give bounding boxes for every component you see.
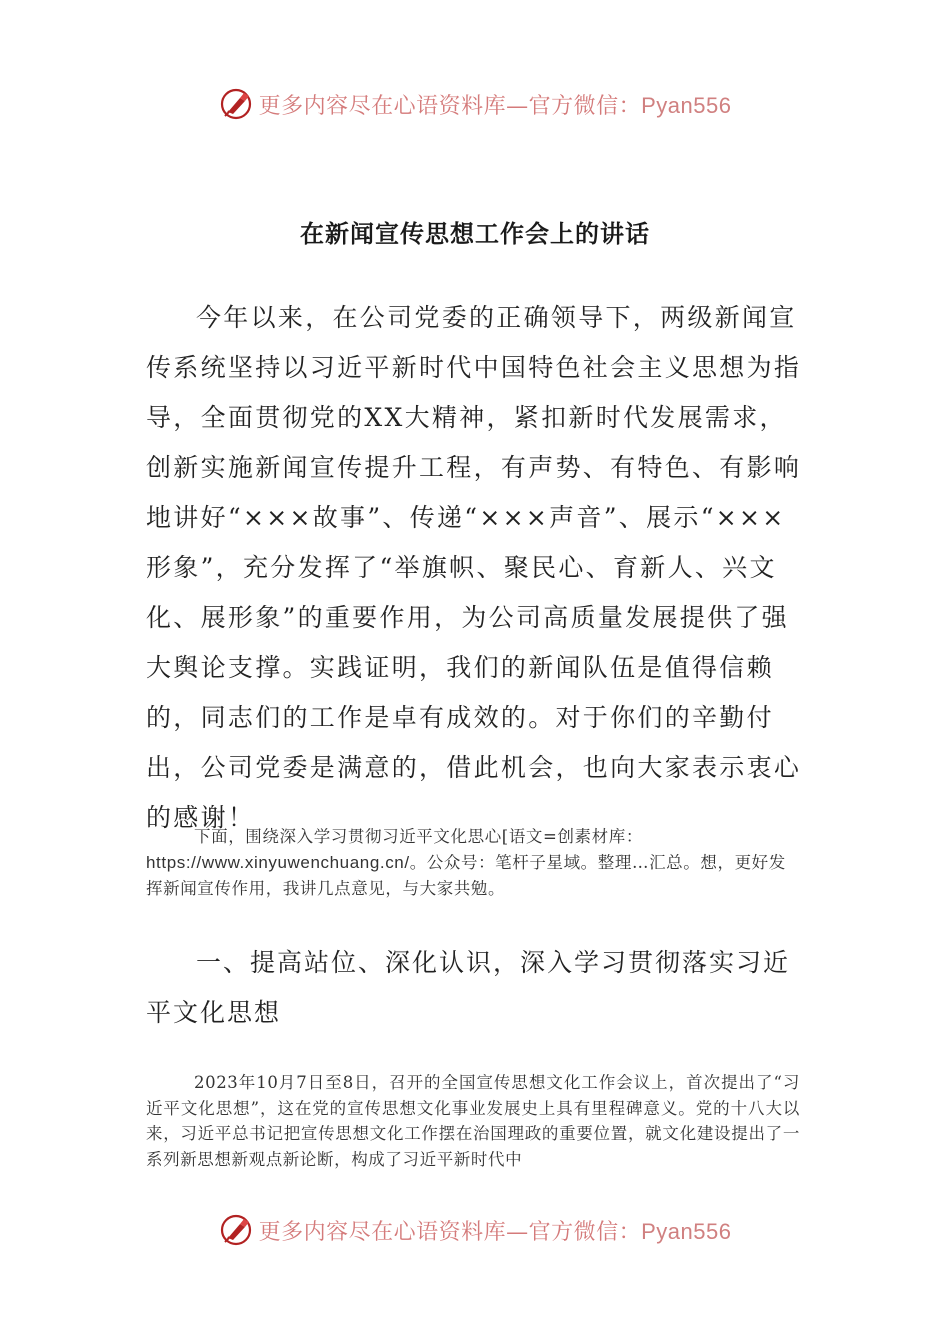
paragraph-2-text-b: 。公众号：笔杆子星域。整理…汇总。想，更好发挥新闻宣传作用，我讲几点意见，与大家共勉。 — [146, 853, 786, 898]
footer-site-text: 更多内容尽在心语资料库—官方微信： — [258, 1219, 642, 1245]
banner-text — [259, 89, 732, 120]
source-url-link[interactable]: https://www.xinyuwenchuang.cn/ — [146, 853, 410, 872]
footer-banner-text — [259, 1215, 732, 1246]
paragraph-2 — [146, 824, 798, 902]
paragraph-1: 今年以来，在公司党委的正确领导下，两级新闻宣传系统坚持以习近平新时代中国特色社会主义思想为指导，全面贯彻党的XX大精神，紧扣新时代发展需求，创新实施新闻宣传提升工程，有声势、有特色、有影响地讲好“×××故事”、传递“×××声音”、展示“×××形象”，充分发挥了“举旗帜、聚民心、育新人、兴文化、展形象”的重要作用，为公司高质量发展提供了强大舆论支撑。实践证明，我们的新闻队伍是值得信赖的，同志们的工作是卓有成效的。对于你们的辛勤付出，公司党委是满意的，借此机会，也向大家表示衷心的感谢！ — [146, 303, 802, 832]
banner-wechat-id: Pyan556 — [641, 92, 732, 118]
document-title: 在新闻宣传思想工作会上的讲话 — [300, 219, 650, 248]
footer-wechat-id: Pyan556 — [641, 1218, 732, 1244]
paragraph-2-text-a: 下面，围绕深入学习贯彻习近平文化思心[语文=创素材库： — [194, 827, 643, 846]
banner-site-text: 更多内容尽在心语资料库—官方微信： — [258, 93, 642, 119]
pen-nib-logo-icon — [219, 86, 255, 122]
header-banner — [0, 84, 950, 124]
paragraph-3: 2023年10月7日至8日，召开的全国宣传思想文化工作会议上，首次提出了“习近平文化思想”，这在党的宣传思想文化事业发展史上具有里程碑意义。党的十八大以来，习近平总书记把宣传思想文化工作摆在治国理政的重要位置，就文化建设提出了一系列新思想新观点新论断，构成了习近平新时代中 — [146, 1073, 800, 1169]
footer-banner — [0, 1210, 950, 1250]
pen-nib-logo-icon — [219, 1212, 255, 1248]
section-heading-1: 一、提高站位、深化认识，深入学习贯彻落实习近平文化思想 — [146, 948, 791, 1027]
